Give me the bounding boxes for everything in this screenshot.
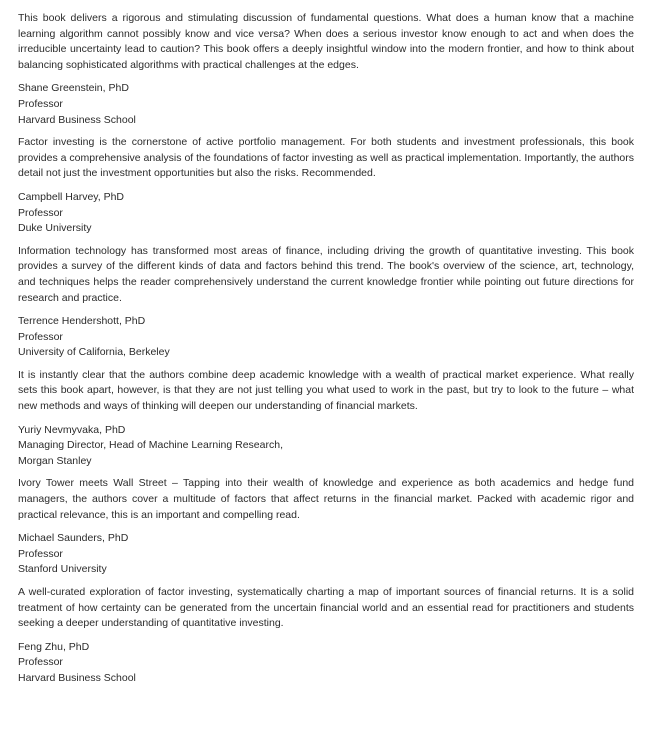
endorsement-quote: Ivory Tower meets Wall Street – Tapping into their wealth of knowledge and experience as both academics and hedge fund managers, the authors cover a multitude of factors that affect returns in the financial market. Packed with academic rigor and practical relevance, this is an important and compelling read.	[18, 477, 634, 521]
endorsement-attribution	[18, 81, 634, 128]
endorser-title: Professor	[18, 206, 63, 219]
endorser-name: Shane Greenstein, PhD	[18, 82, 129, 95]
endorsement-quote: A well-curated exploration of factor investing, systematically charting a map of important sources of financial returns. It is a solid treatment of how certainty can be generated from the uncertain financial world and an essential read for practitioners and students seeking a deeper understanding of quantitative investing.	[18, 586, 634, 630]
endorser-name: Yuriy Nevmyvaka, PhD	[18, 423, 126, 436]
endorsement-nevmyvaka	[18, 368, 634, 470]
endorsement-attribution	[18, 640, 634, 687]
endorsement-attribution	[18, 531, 634, 578]
endorser-name: Campbell Harvey, PhD	[18, 190, 125, 203]
endorser-affiliation: Stanford University	[18, 563, 107, 576]
endorser-name: Feng Zhu, PhD	[18, 640, 90, 653]
endorser-name: Terrence Hendershott, PhD	[18, 315, 146, 328]
endorsement-attribution	[18, 190, 634, 237]
endorsement-harvey	[18, 135, 634, 237]
endorser-title: Managing Director, Head of Machine Learning Research,	[18, 439, 283, 452]
endorsement-saunders	[18, 476, 634, 578]
endorsement-greenstein	[18, 11, 634, 128]
endorsement-quote: Factor investing is the cornerstone of active portfolio management. For both students and investment professionals, this book provides a comprehensive analysis of the foundations of factor investing as well as practical implementation. Importantly, the authors detail not just the investment opportunities but also the risks. Recommended.	[18, 136, 634, 180]
endorser-name: Michael Saunders, PhD	[18, 532, 129, 545]
endorsement-attribution	[18, 423, 634, 470]
endorser-affiliation: Morgan Stanley	[18, 454, 92, 467]
endorser-affiliation: Duke University	[18, 222, 92, 235]
endorsement-hendershott	[18, 244, 634, 361]
endorser-title: Professor	[18, 547, 63, 560]
endorser-title: Professor	[18, 330, 63, 343]
endorsement-zhu	[18, 585, 634, 687]
endorser-affiliation: Harvard Business School	[18, 113, 136, 126]
endorsement-attribution	[18, 314, 634, 361]
endorsement-quote: This book delivers a rigorous and stimulating discussion of fundamental questions. What does a human know that a machine learning algorithm cannot possibly know and vice versa? When does a serious investor know enough to act and when does the irreducible uncertainty lead to caution? This book offers a deeply insightful window into the modern frontier, and how to think about balancing sophisticated algorithms with practical challenges at the edges.	[18, 12, 634, 71]
endorser-affiliation: University of California, Berkeley	[18, 346, 170, 359]
endorsement-quote: It is instantly clear that the authors combine deep academic knowledge with a wealth of practical market experience. What really sets this book apart, however, is that they are not just telling you what used to work in the past, but try to look to the future – what new methods and ways of thinking will deepen our understanding of financial markets.	[18, 368, 634, 413]
endorser-title: Professor	[18, 97, 63, 110]
endorser-affiliation: Harvard Business School	[18, 671, 136, 684]
endorsement-quote: Information technology has transformed most areas of finance, including driving the growth of quantitative investing. This book provides a survey of the different kinds of data and factors behind this trend. The book's overview of the science, art, technology, and techniques helps the reader comprehensively understand the current knowledge frontier while pointing out future directions for research and practice.	[18, 244, 634, 304]
endorser-title: Professor	[18, 656, 63, 669]
